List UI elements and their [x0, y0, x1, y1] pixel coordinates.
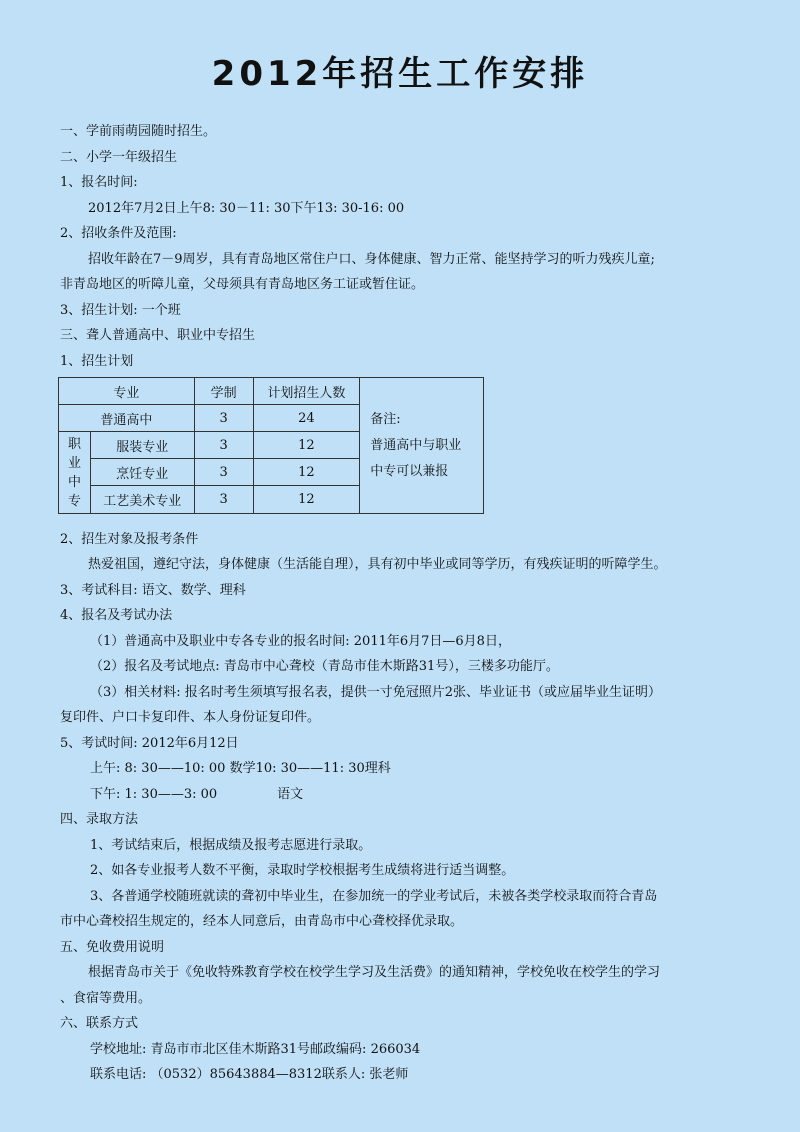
paragraph: 复印件、户口卡复印件、本人身份证复印件。	[60, 710, 321, 725]
note-label: 备注:	[370, 411, 401, 427]
years-cell: 3	[194, 432, 253, 459]
subsection-heading: 3、招生计划: 一个班	[60, 303, 181, 318]
section-heading: 三、聋人普通高中、职业中专招生	[60, 328, 256, 343]
paragraph: 1、考试结束后，根据成绩及报考志愿进行录取。	[90, 838, 372, 853]
paragraph: （2）报名及考试地点: 青岛市中心聋校（青岛市佳木斯路31号），三楼多功能厅。	[90, 659, 559, 674]
table-header: 学制	[194, 378, 253, 405]
subsection-heading: 2、招生对象及报考条件	[60, 532, 199, 547]
paragraph: 上午: 8: 30——10: 00 数学10: 30——11: 30理科	[90, 761, 391, 776]
page-title: 2012年招生工作安排	[211, 54, 589, 94]
section-heading: 二、小学一年级招生	[60, 150, 178, 165]
major-cell: 工艺美术专业	[90, 486, 194, 514]
paragraph: 招收年龄在7－9周岁，具有青岛地区常住户口、身体健康、智力正常、能坚持学习的听力残疾儿童;	[88, 252, 655, 267]
pm-time: 下午: 1: 30——3: 00	[90, 787, 218, 802]
count-cell: 24	[253, 405, 360, 432]
subsection-heading: 4、报名及考试办法	[60, 608, 173, 623]
years-cell: 3	[194, 405, 253, 432]
subsection-heading: 2、招收条件及范围:	[60, 226, 177, 241]
paragraph: 热爱祖国，遵纪守法，身体健康（生活能自理），具有初中毕业或同等学历，有残疾证明的听障学生。	[88, 557, 667, 572]
paragraph: 根据青岛市关于《免收特殊教育学校在校学生学习及生活费》的通知精神，学校免收在校学生的学习	[88, 965, 661, 980]
note-text: 中专可以兼报	[370, 463, 449, 479]
subsection-heading: 1、报名时间:	[60, 175, 138, 190]
vocational-group-label: 职 业 中 专	[59, 432, 91, 514]
pm-subject: 语文	[277, 787, 304, 802]
paragraph	[90, 786, 303, 804]
paragraph: （1）普通高中及职业中专各专业的报名时间: 2011年6月7日—6月8日，	[90, 634, 511, 649]
table-note	[360, 378, 484, 514]
table-header: 专业	[59, 378, 195, 405]
section-heading: 五、免收费用说明	[60, 940, 165, 955]
paragraph: 3、各普通学校随班就读的聋初中毕业生，在参加统一的学业考试后，未被各类学校录取而符合青岛	[90, 889, 658, 904]
years-cell: 3	[194, 459, 253, 486]
paragraph: 非青岛地区的听障儿童，父母须具有青岛地区务工证或暂住证。	[60, 277, 425, 292]
subsection-heading: 1、招生计划	[60, 354, 134, 369]
enrollment-plan-table	[58, 377, 484, 514]
subsection-heading: 3、考试科目: 语文、数学、理科	[60, 583, 246, 598]
paragraph: 2012年7月2日上午8: 30－11: 30下午13: 30-16: 00	[88, 201, 405, 216]
paragraph: （3）相关材料: 报名时考生须填写报名表，提供一寸免冠照片2张、毕业证书（或应届毕业生证明）	[90, 685, 662, 700]
major-cell: 普通高中	[59, 405, 195, 432]
count-cell: 12	[253, 459, 360, 486]
section-heading: 六、联系方式	[60, 1016, 139, 1031]
years-cell: 3	[194, 486, 253, 514]
count-cell: 12	[253, 432, 360, 459]
paragraph: 市中心聋校招生规定的，经本人同意后，由青岛市中心聋校择优录取。	[60, 914, 464, 929]
section-heading: 一、学前雨萌园随时招生。	[60, 124, 217, 139]
major-cell: 烹饪专业	[90, 459, 194, 486]
major-cell: 服装专业	[90, 432, 194, 459]
school-address: 学校地址: 青岛市市北区佳木斯路31号邮政编码: 266034	[90, 1042, 421, 1057]
subsection-heading: 5、考试时间: 2012年6月12日	[60, 736, 239, 751]
contact-phone: 联系电话: （0532）85643884—8312联系人: 张老师	[90, 1067, 409, 1082]
section-heading: 四、录取方法	[60, 812, 139, 827]
table-header: 计划招生人数	[253, 378, 360, 405]
paragraph: 2、如各专业报考人数不平衡，录取时学校根据考生成绩将进行适当调整。	[90, 863, 515, 878]
paragraph: 、食宿等费用。	[60, 991, 152, 1006]
note-text: 普通高中与职业	[370, 437, 462, 453]
count-cell: 12	[253, 486, 360, 514]
